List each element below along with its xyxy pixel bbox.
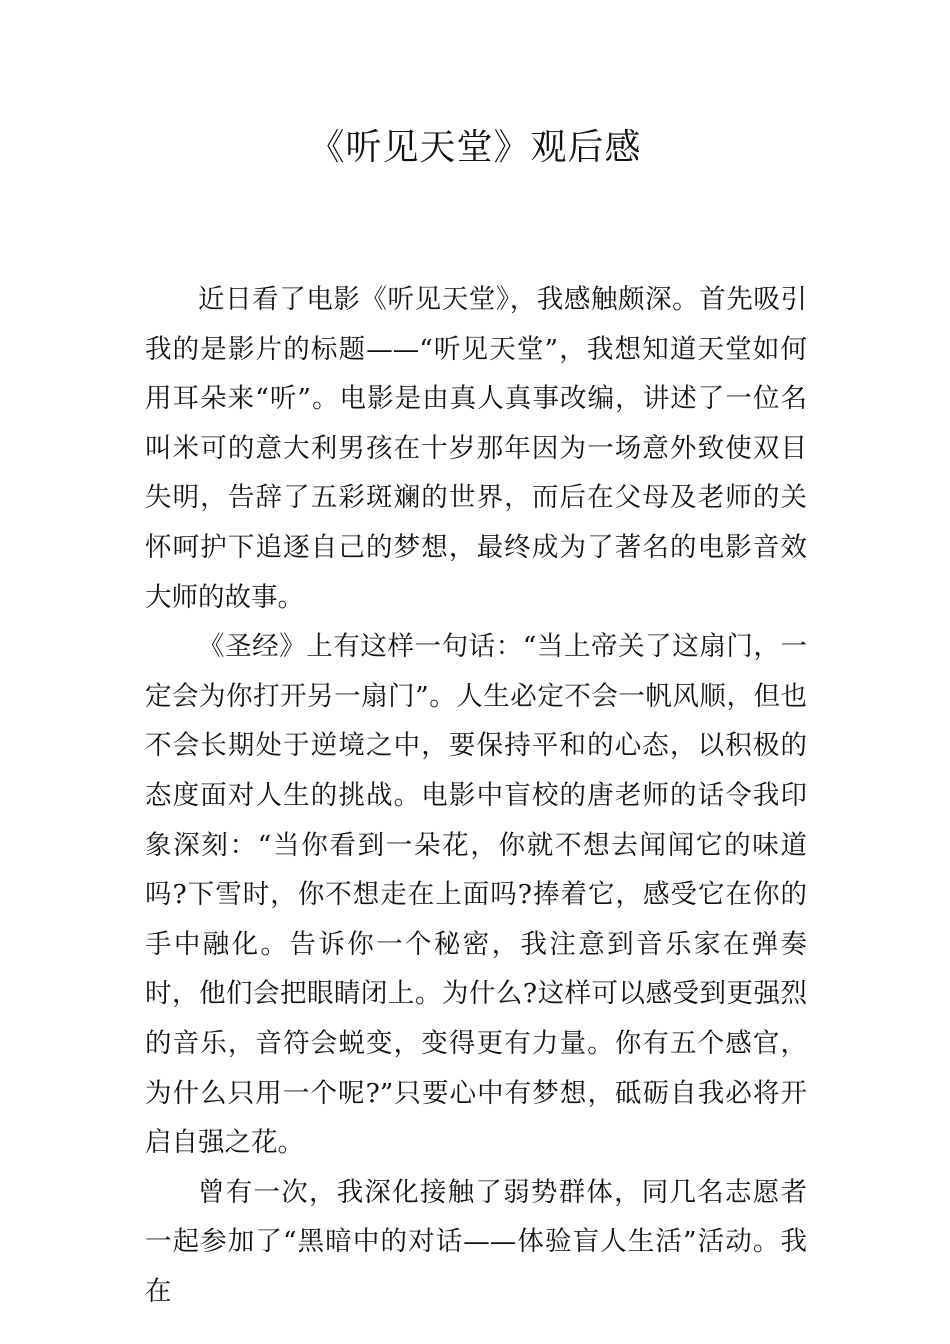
document-title: 《听见天堂》观后感 <box>308 127 642 168</box>
document-body <box>145 275 807 1316</box>
paragraph-2: 《圣经》上有这样一句话：“当上帝关了这扇门，一定会为你打开另一扇门”。人生必定不会一帆风顺，但也不会长期处于逆境之中，要保持平和的心态，以积极的态度面对人生的挑战。电影中盲校的唐老师的话令我印象深刻：“当你看到一朵花，你就不想去闻闻它的味道吗?下雪时，你不想走在上面吗?捧着它，感受它在你的手中融化。告诉你一个秘密，我注意到音乐家在弹奏时，他们会把眼睛闭上。为什么?这样可以感受到更强烈的音乐，音符会蜕变，变得更有力量。你有五个感官，为什么只用一个呢?”只要心中有梦想，砥砺自我必将开启自强之花。 <box>145 631 807 1159</box>
paragraph-1: 近日看了电影《听见天堂》，我感触颇深。首先吸引我的是影片的标题——“听见天堂”，我想知道天堂如何用耳朵来“听”。电影是由真人真事改编，讲述了一位名叫米可的意大利男孩在十岁那年因为一场意外致使双目失明，告辞了五彩斑斓的世界，而后在父母及老师的关怀呵护下追逐自己的梦想，最终成为了著名的电影音效大师的故事。 <box>145 284 807 613</box>
paragraph-3: 曾有一次，我深化接触了弱势群体，同几名志愿者一起参加了“黑暗中的对话——体验盲人生活”活动。我在 <box>145 1176 807 1307</box>
